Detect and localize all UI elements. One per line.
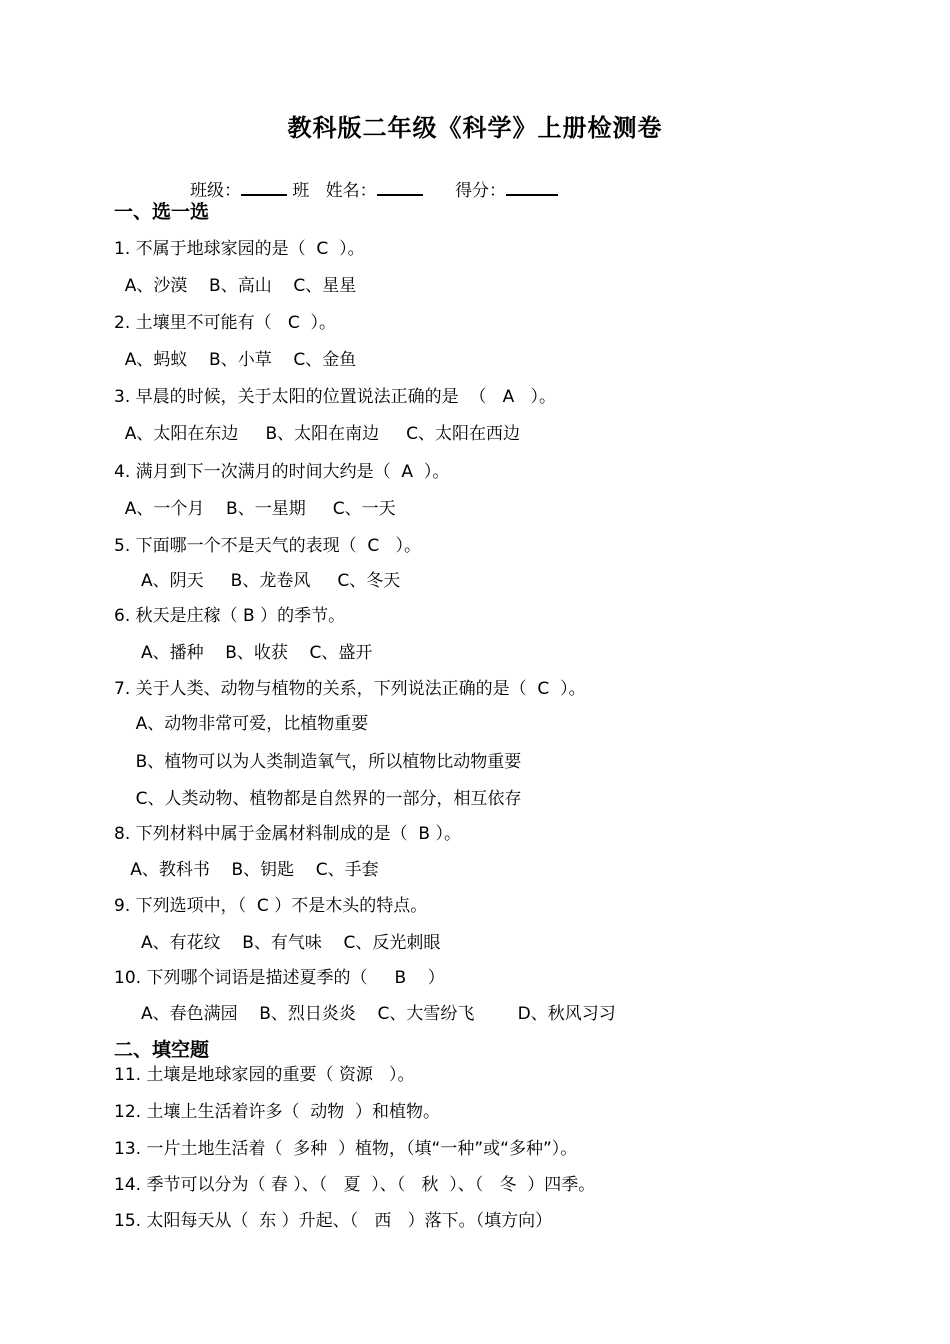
question-5-options: A、阴天 B、龙卷风 C、冬天 <box>114 571 401 591</box>
question-7-option-c: C、人类动物、植物都是自然界的一部分，相互依存 <box>114 789 522 809</box>
question-12: 12. 土壤上生活着许多（ 动物 ）和植物。 <box>114 1102 441 1122</box>
score-blank <box>506 176 558 196</box>
question-15: 15. 太阳每天从（ 东 ）升起、（ 西 ）落下。（填方向） <box>114 1211 553 1231</box>
name-blank <box>377 176 423 196</box>
question-3: 3. 早晨的时候，关于太阳的位置说法正确的是 （ A ）。 <box>114 387 556 407</box>
question-3-options: A、太阳在东边 B、太阳在南边 C、太阳在西边 <box>114 424 521 444</box>
question-6: 6. 秋天是庄稼（ B ）的季节。 <box>114 606 346 626</box>
question-9-options: A、有花纹 B、有气味 C、反光刺眼 <box>114 933 441 953</box>
student-info-row <box>190 176 558 201</box>
class-blank <box>241 176 287 196</box>
question-7: 7. 关于人类、动物与植物的关系，下列说法正确的是（ C ）。 <box>114 679 586 699</box>
section-heading-fill: 二、填空题 <box>114 1039 210 1061</box>
question-6-options: A、播种 B、收获 C、盛开 <box>114 643 373 663</box>
name-label: 姓名： <box>325 181 377 201</box>
question-5: 5. 下面哪一个不是天气的表现（ C ）。 <box>114 536 422 556</box>
section-heading-choice: 一、选一选 <box>114 201 210 223</box>
page-title: 教科版二年级《科学》上册检测卷 <box>287 114 663 142</box>
question-2-options: A、蚂蚁 B、小草 C、金鱼 <box>114 350 357 370</box>
question-2: 2. 土壤里不可能有（ C ）。 <box>114 313 337 333</box>
question-10-options: A、春色满园 B、烈日炎炎 C、大雪纷飞 D、秋风习习 <box>114 1004 616 1024</box>
question-7-option-b: B、植物可以为人类制造氧气，所以植物比动物重要 <box>114 752 522 772</box>
class-suffix: 班 <box>292 181 310 201</box>
question-14: 14. 季节可以分为（ 春 ）、（ 夏 ）、（ 秋 ）、（ 冬 ）四季。 <box>114 1175 596 1195</box>
question-13: 13. 一片土地生活着（ 多种 ）植物，（填“一种”或“多种”）。 <box>114 1139 578 1159</box>
class-label: 班级： <box>190 181 241 201</box>
score-label: 得分： <box>455 181 507 201</box>
question-1-options: A、沙漠 B、高山 C、星星 <box>114 276 357 296</box>
question-4-options: A、一个月 B、一星期 C、一天 <box>114 499 396 519</box>
question-9: 9. 下列选项中，（ C ）不是木头的特点。 <box>114 896 428 916</box>
question-10: 10. 下列哪个词语是描述夏季的（ B ） <box>114 968 445 988</box>
question-8-options: A、教科书 B、钥匙 C、手套 <box>114 860 379 880</box>
question-4: 4. 满月到下一次满月的时间大约是（ A ）。 <box>114 462 450 482</box>
question-11: 11. 土壤是地球家园的重要（ 资源 ）。 <box>114 1065 415 1085</box>
question-7-option-a: A、动物非常可爱，比植物重要 <box>114 714 369 734</box>
question-1: 1. 不属于地球家园的是（ C ）。 <box>114 239 365 259</box>
question-8: 8. 下列材料中属于金属材料制成的是（ B ）。 <box>114 824 461 844</box>
